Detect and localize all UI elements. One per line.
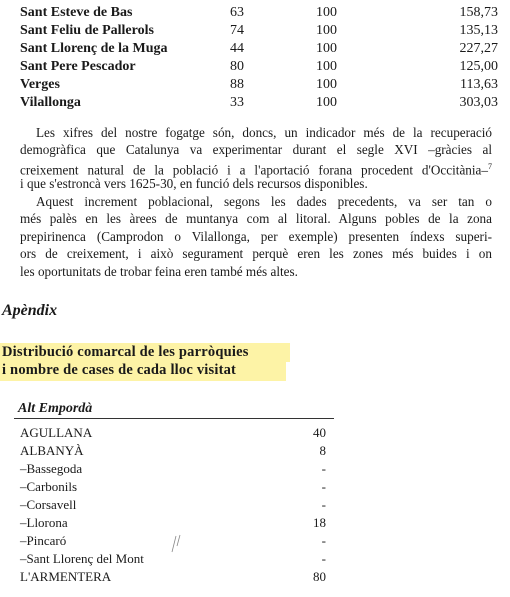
index-value: 135,13 xyxy=(459,23,498,38)
place-name: –Sant Llorenç del Mont xyxy=(20,551,144,566)
houses-count: - xyxy=(321,497,326,512)
houses-count: - xyxy=(321,479,326,494)
table-row xyxy=(0,22,510,40)
paragraph-line: prepirinenca (Camprodon o Vilallonga, per exemple) presenten índexs superi- xyxy=(20,229,492,244)
place-name: –Carbonils xyxy=(20,479,78,494)
count-b: 100 xyxy=(316,77,337,92)
list-item xyxy=(0,442,510,460)
place-name: Sant Esteve de Bas xyxy=(20,5,133,20)
paragraph-line: i que s'estroncà vers 1625-30, en funció dels recursos disponibles. xyxy=(20,176,368,191)
list-item xyxy=(0,532,510,550)
count-a: 33 xyxy=(230,95,244,110)
place-name: Verges xyxy=(20,77,60,92)
paragraph-line-text: creixement natural de la població i a l'aportació forana procedent d'Occitània– xyxy=(20,162,488,178)
section-title: Apèndix xyxy=(2,302,58,319)
paragraph-line: demogràfica que Catalunya va experimentar durant el segle XVI –gràcies al xyxy=(20,142,492,157)
place-name: Vilallonga xyxy=(20,95,81,110)
paragraph-line: Aquest increment poblacional, segons les dades precedents, va ser tan o xyxy=(36,194,492,209)
paragraph-line: ors de creixement, i això segurament perquè eren les zones més buides i on xyxy=(20,246,492,261)
count-a: 63 xyxy=(230,5,244,20)
houses-count: 8 xyxy=(319,443,326,458)
count-b: 100 xyxy=(316,5,337,20)
appendix-table-subtitle: i nombre de cases de cada lloc visitat xyxy=(2,362,237,378)
paragraph-line: més palès en les àrees de muntanya com al litoral. Alguns pobles de la zona xyxy=(20,211,492,226)
region-heading: Alt Empordà xyxy=(18,401,93,416)
footnote-marker: 7 xyxy=(488,162,492,171)
index-value: 113,63 xyxy=(460,77,498,92)
houses-count: 80 xyxy=(313,569,326,584)
place-name: –Bassegoda xyxy=(20,461,83,476)
houses-count: 40 xyxy=(313,425,326,440)
list-item xyxy=(0,514,510,532)
list-item xyxy=(0,460,510,478)
place-name: –Llorona xyxy=(20,515,68,530)
index-value: 125,00 xyxy=(459,59,498,74)
table-row xyxy=(0,4,510,22)
index-value: 303,03 xyxy=(459,95,498,110)
place-name: AGULLANA xyxy=(20,425,93,440)
place-name: ALBANYÀ xyxy=(20,443,84,458)
houses-count: - xyxy=(321,533,326,548)
table-row xyxy=(0,40,510,58)
count-b: 100 xyxy=(316,59,337,74)
list-item xyxy=(0,424,510,442)
houses-count: - xyxy=(321,551,326,566)
index-value: 158,73 xyxy=(459,5,498,20)
place-name: Sant Pere Pescador xyxy=(20,59,136,74)
list-item xyxy=(0,568,510,586)
count-a: 74 xyxy=(230,23,244,38)
table-row xyxy=(0,58,510,76)
divider xyxy=(14,418,334,419)
count-b: 100 xyxy=(316,23,337,38)
houses-count: - xyxy=(321,461,326,476)
count-b: 100 xyxy=(316,41,337,56)
paragraph-line: Les xifres del nostre fogatge són, doncs, un indicador més de la recuperació xyxy=(36,125,492,140)
place-name: –Pincaró xyxy=(20,533,67,548)
count-a: 80 xyxy=(230,59,244,74)
count-b: 100 xyxy=(316,95,337,110)
count-a: 44 xyxy=(230,41,244,56)
list-item xyxy=(0,496,510,514)
table-row xyxy=(0,94,510,112)
count-a: 88 xyxy=(230,77,244,92)
table-row xyxy=(0,76,510,94)
paragraph-line: les oportunitats de trobar feina eren també més altes. xyxy=(20,264,298,279)
list-item xyxy=(0,478,510,496)
appendix-table-title: Distribució comarcal de les parròquies xyxy=(2,344,249,360)
index-value: 227,27 xyxy=(459,41,498,56)
list-item xyxy=(0,550,510,568)
place-name: –Corsavell xyxy=(20,497,77,512)
pencil-mark xyxy=(168,534,182,554)
place-name: L'ARMENTERA xyxy=(20,569,112,584)
place-name: Sant Llorenç de la Muga xyxy=(20,41,168,56)
houses-count: 18 xyxy=(313,515,326,530)
place-name: Sant Feliu de Pallerols xyxy=(20,23,154,38)
